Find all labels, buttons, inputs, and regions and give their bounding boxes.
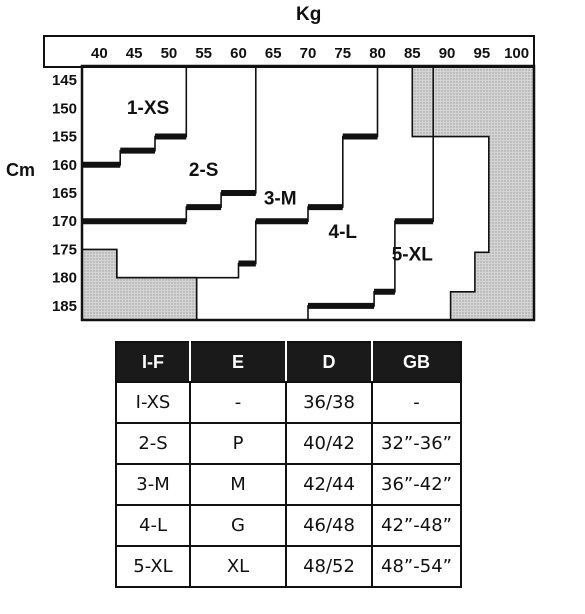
- zone-label: 3-M: [263, 188, 297, 210]
- table-cell: 3-M: [116, 464, 190, 505]
- y-tick-label: 155: [51, 128, 77, 146]
- x-tick-label: 60: [230, 45, 247, 62]
- header-cell-d: D: [286, 342, 372, 382]
- y-tick-label: 185: [51, 297, 77, 315]
- x-tick-band: [44, 36, 534, 67]
- table-cell: M: [190, 464, 286, 505]
- zone-label: 2-S: [188, 160, 219, 182]
- table-cell: 32”-36”: [372, 423, 461, 464]
- x-tick-label: 75: [334, 45, 352, 62]
- table-cell: 42/44: [286, 464, 372, 505]
- table-cell: 40/42: [286, 423, 372, 464]
- x-tick-label: 55: [195, 45, 213, 62]
- header-cell-gb: GB: [372, 342, 461, 382]
- x-tick-label: 65: [264, 45, 282, 62]
- table-cell: -: [190, 382, 286, 423]
- x-tick-label: 40: [91, 45, 108, 62]
- x-tick-label: 95: [473, 45, 491, 62]
- grey-region: [82, 249, 197, 320]
- header-cell-e: E: [190, 342, 286, 382]
- y-tick-label: 165: [51, 185, 77, 202]
- y-tick-label: 175: [51, 241, 77, 259]
- x-axis-title: Kg: [296, 4, 322, 25]
- table-cell: 48/52: [286, 546, 372, 587]
- zone-label: 5-XL: [391, 244, 433, 266]
- y-axis-title: Cm: [6, 160, 36, 180]
- table-cell: 36/38: [286, 382, 372, 423]
- y-tick-label: 180: [51, 269, 77, 287]
- table-cell: 4-L: [116, 505, 190, 546]
- grey-region: [412, 66, 534, 320]
- table-cell: XL: [190, 546, 286, 587]
- zone-label: 1-XS: [126, 97, 170, 119]
- zone-boundary: [82, 66, 256, 221]
- table-header-row: [116, 342, 461, 382]
- zone-label: 4-L: [328, 222, 358, 244]
- table-cell: 36”-42”: [372, 464, 461, 505]
- table-cell: G: [190, 505, 286, 546]
- table-row: [116, 464, 461, 505]
- table-cell: 48”-54”: [372, 546, 461, 587]
- table-row: [116, 505, 461, 546]
- table-row: [116, 423, 461, 464]
- table-cell: 5-XL: [116, 546, 190, 587]
- y-tick-label: 150: [51, 100, 77, 118]
- table-cell: -: [372, 382, 461, 423]
- table-row: [116, 546, 461, 587]
- size-conversion-table: [115, 341, 462, 588]
- y-tick-label: 145: [51, 72, 77, 90]
- x-tick-label: 100: [504, 45, 530, 62]
- x-tick-label: 80: [369, 45, 386, 62]
- table-cell: 2-S: [116, 423, 190, 464]
- header-cell-if: I-F: [116, 342, 190, 382]
- table-cell: 42”-48”: [372, 505, 461, 546]
- table-cell: I-XS: [116, 382, 190, 423]
- x-tick-label: 85: [403, 45, 421, 62]
- table-cell: P: [190, 423, 286, 464]
- x-tick-label: 90: [438, 45, 456, 62]
- x-tick-label: 45: [125, 45, 143, 62]
- x-tick-label: 50: [160, 45, 178, 62]
- y-tick-label: 170: [51, 213, 77, 231]
- y-tick-label: 160: [51, 156, 77, 174]
- x-tick-label: 70: [299, 45, 317, 62]
- table-cell: 46/48: [286, 505, 372, 546]
- table-row: [116, 382, 461, 423]
